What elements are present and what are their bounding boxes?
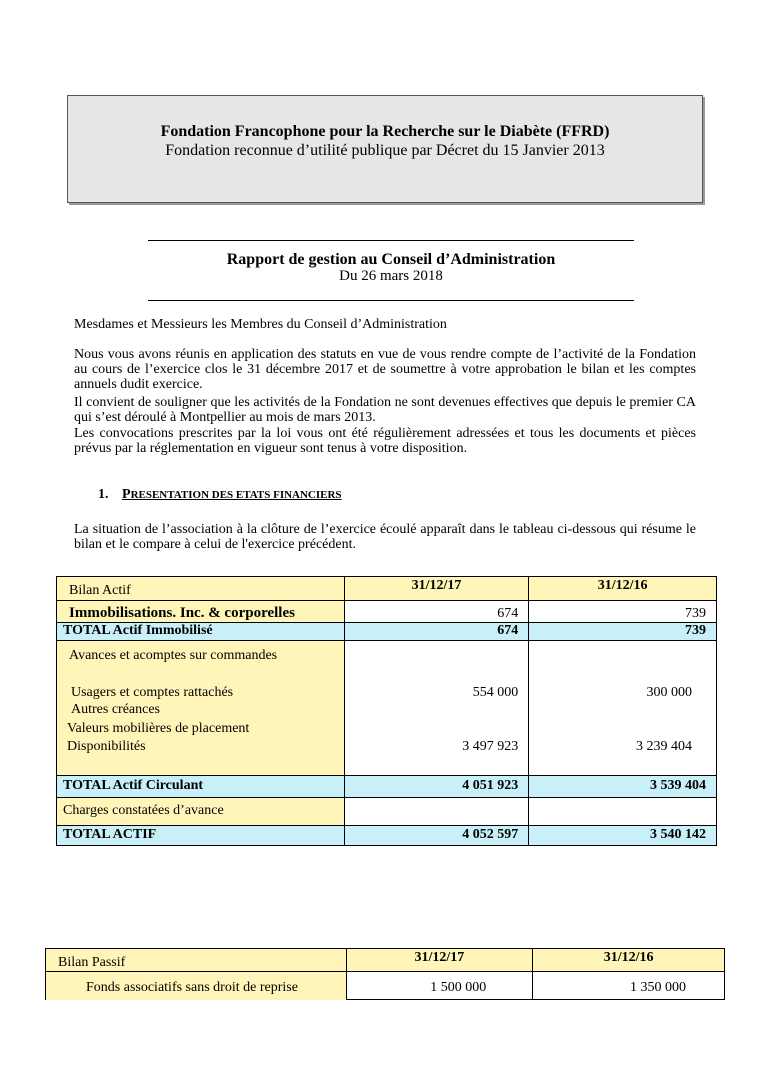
total-actif-v16: 3 540 142	[529, 826, 717, 846]
immobilisations-label: Immobilisations. Inc. & corporelles	[57, 601, 345, 623]
paragraph-2: Il convient de souligner que les activités de la Fondation ne sont devenues effectives que depuis le premier CA qui s’est déroulé à Montpellier au mois de mars 2013.	[74, 395, 696, 425]
passif-header-col1: 31/12/17	[346, 949, 533, 972]
section-title-initial: P	[122, 487, 131, 502]
foundation-title: Fondation Francophone pour la Recherche sur le Diabète (FFRD)	[160, 123, 610, 140]
avances-label: Avances et acomptes sur commandes	[69, 648, 278, 663]
autres-creances-label: Autres créances	[71, 702, 161, 717]
report-rule-bottom	[148, 300, 634, 301]
table-row	[46, 972, 725, 1000]
valeurs-mobilieres-label: Valeurs mobilières de placement	[67, 721, 250, 736]
total-immobilise-v16: 739	[529, 623, 717, 641]
table-row	[57, 798, 717, 826]
total-immobilise-v17: 674	[344, 623, 529, 641]
actif-header-label: Bilan Actif	[57, 577, 345, 601]
section-heading	[98, 487, 342, 503]
salutation: Mesdames et Messieurs les Membres du Conseil d’Administration	[74, 317, 447, 332]
passif-header-col2: 31/12/16	[533, 949, 725, 972]
section-title-rest: RESENTATION DES ETATS FINANCIERS	[130, 489, 342, 501]
disponibilites-v16: 3 239 404	[636, 739, 692, 754]
foundation-header-box	[67, 95, 703, 203]
total-immobilise-label: TOTAL Actif Immobilisé	[57, 623, 345, 641]
passif-header-row	[46, 949, 725, 972]
total-circulant-label: TOTAL Actif Circulant	[57, 776, 345, 798]
charges-label: Charges constatées d’avance	[57, 798, 345, 826]
paragraph-1: Nous vous avons réunis en application des statuts en vue de vous rendre compte de l’activité de la Fondation au cours de l’exercice clos le 31 décembre 2017 et de soumettre à votre approbation le bilan et les comptes annuels dudit exercice.	[74, 347, 696, 392]
actif-header-col1: 31/12/17	[344, 577, 529, 601]
paragraph-3: Les convocations prescrites par la loi vous ont été régulièrement adressées et tous les documents et pièces prévus par la réglementation en vigueur sont tenus à votre disposition.	[74, 426, 696, 456]
fonds-v17: 1 500 000	[346, 972, 533, 1000]
passif-header-label: Bilan Passif	[46, 949, 347, 972]
usagers-label: Usagers et comptes rattachés	[71, 685, 234, 700]
section-number: 1.	[98, 487, 109, 502]
passif-table	[45, 948, 725, 1000]
circulant-label-cell	[57, 641, 345, 776]
actif-table	[56, 576, 717, 846]
table-row	[57, 776, 717, 798]
disponibilites-label: Disponibilités	[67, 739, 146, 754]
table-row	[57, 641, 717, 776]
usagers-v17: 554 000	[472, 685, 519, 700]
usagers-v16: 300 000	[646, 685, 692, 700]
circulant-v17-cell	[344, 641, 529, 776]
total-actif-v17: 4 052 597	[344, 826, 529, 846]
total-circulant-v17: 4 051 923	[344, 776, 529, 798]
actif-header-row	[57, 577, 717, 601]
circulant-v16-cell	[529, 641, 717, 776]
fonds-label: Fonds associatifs sans droit de reprise	[46, 972, 347, 1000]
table-row	[57, 826, 717, 846]
report-title: Rapport de gestion au Conseil d’Administration	[226, 251, 556, 268]
immobilisations-v16: 739	[529, 601, 717, 623]
total-actif-label: TOTAL ACTIF	[57, 826, 345, 846]
fonds-v16: 1 350 000	[533, 972, 725, 1000]
total-circulant-v16: 3 539 404	[529, 776, 717, 798]
table-row	[57, 601, 717, 623]
actif-header-col2: 31/12/16	[529, 577, 717, 601]
section-intro: La situation de l’association à la clôture de l’exercice écoulé apparaît dans le tableau ci-dessous qui résume le bilan et le compare à celui de l'exercice précédent.	[74, 522, 696, 552]
disponibilites-v17: 3 497 923	[462, 739, 519, 754]
immobilisations-v17: 674	[344, 601, 529, 623]
report-date: Du 26 mars 2018	[339, 268, 443, 284]
report-rule-top	[148, 240, 634, 241]
charges-v16	[529, 798, 717, 826]
charges-v17	[344, 798, 529, 826]
table-row	[57, 623, 717, 641]
foundation-subtitle: Fondation reconnue d’utilité publique par Décret du 15 Janvier 2013	[165, 142, 605, 159]
